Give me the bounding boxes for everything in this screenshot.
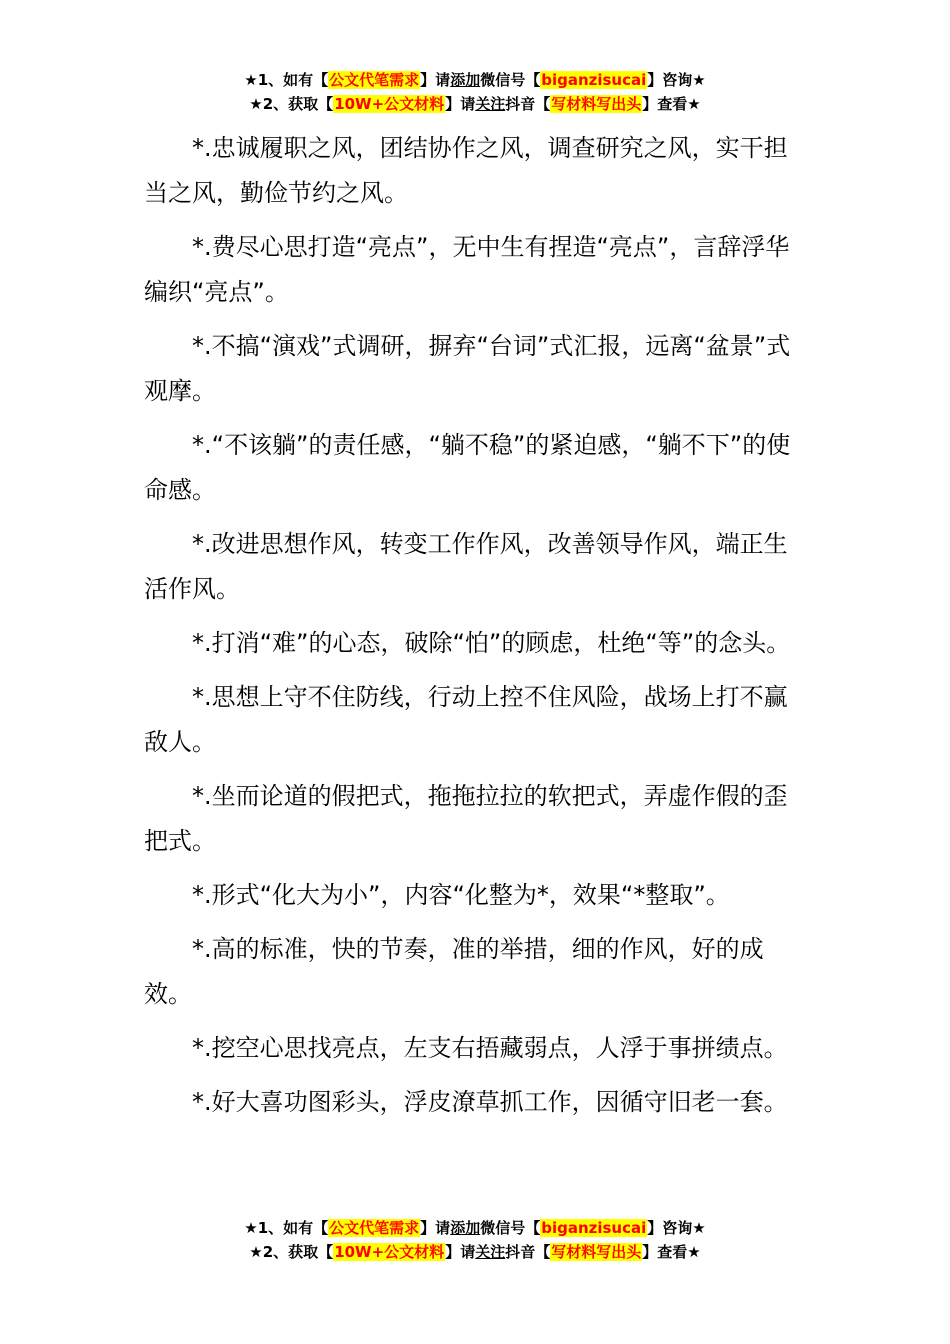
banner-text: 微信号【: [480, 1219, 541, 1237]
banner-highlight: biganzisucai: [541, 71, 647, 89]
paragraph: *.费尽心思打造“亮点”，无中生有捏造“亮点”，言辞浮华编织“亮点”。: [144, 233, 790, 306]
banner-text: 】查看★: [642, 1243, 701, 1261]
banner-line-2: [0, 1240, 950, 1264]
banner-text: 抖音【: [505, 95, 551, 113]
banner-text: ★1、如有【: [244, 1219, 329, 1237]
banner-text: ★2、获取【: [249, 1243, 334, 1261]
paragraph: *.不搞“演戏”式调研，摒弃“台词”式汇报，远离“盆景”式观摩。: [144, 332, 791, 405]
banner-highlight: 10W+公文材料: [334, 1243, 445, 1261]
banner-line-2: [0, 92, 950, 116]
banner-underline: 关注: [475, 95, 506, 113]
banner-text: 抖音【: [505, 1243, 551, 1261]
banner-highlight: 10W+公文材料: [334, 95, 445, 113]
banner-highlight: 写材料写出头: [551, 1243, 642, 1261]
banner-text: 】请: [420, 71, 451, 89]
banner-underline: 关注: [475, 1243, 506, 1261]
paragraph: *.高的标准，快的节奏，准的举措，细的作风，好的成效。: [144, 935, 764, 1008]
banner-text: 】咨询★: [647, 1219, 706, 1237]
banner-text: 】咨询★: [647, 71, 706, 89]
banner-text: 微信号【: [480, 71, 541, 89]
banner-text: 】请: [445, 95, 476, 113]
banner-underline: 添加: [450, 71, 481, 89]
header-banner: [0, 68, 950, 116]
banner-text: 】查看★: [642, 95, 701, 113]
banner-highlight: biganzisucai: [541, 1219, 647, 1237]
banner-text: 】请: [420, 1219, 451, 1237]
paragraph: *.好大喜功图彩头，浮皮潦草抓工作，因循守旧老一套。: [192, 1088, 788, 1116]
footer-banner: [0, 1216, 950, 1264]
banner-line-1: [0, 1216, 950, 1240]
banner-text: ★2、获取【: [249, 95, 334, 113]
banner-underline: 添加: [450, 1219, 481, 1237]
paragraph: *.挖空心思找亮点，左支右捂藏弱点，人浮于事拼绩点。: [192, 1034, 788, 1062]
banner-highlight: 公文代笔需求: [329, 1219, 420, 1237]
paragraph: *.坐而论道的假把式，拖拖拉拉的软把式，弄虚作假的歪把式。: [144, 782, 788, 855]
paragraph: *.思想上守不住防线，行动上控不住风险，战场上打不赢敌人。: [144, 683, 788, 756]
document-body: [144, 126, 810, 1134]
banner-text: ★1、如有【: [244, 71, 329, 89]
paragraph: *.忠诚履职之风，团结协作之风，调查研究之风，实干担当之风，勤俭节约之风。: [144, 134, 788, 207]
paragraph: *.“不该躺”的责任感，“躺不稳”的紧迫感，“躺不下”的使命感。: [144, 431, 791, 504]
banner-highlight: 写材料写出头: [551, 95, 642, 113]
banner-highlight: 公文代笔需求: [329, 71, 420, 89]
paragraph: *.打消“难”的心态，破除“怕”的顾虑，杜绝“等”的念头。: [192, 629, 791, 657]
paragraph: *.改进思想作风，转变工作作风，改善领导作风，端正生活作风。: [144, 530, 788, 603]
paragraph: *.形式“化大为小”，内容“化整为*，效果“*整取”。: [192, 881, 730, 909]
banner-text: 】请: [445, 1243, 476, 1261]
banner-line-1: [0, 68, 950, 92]
